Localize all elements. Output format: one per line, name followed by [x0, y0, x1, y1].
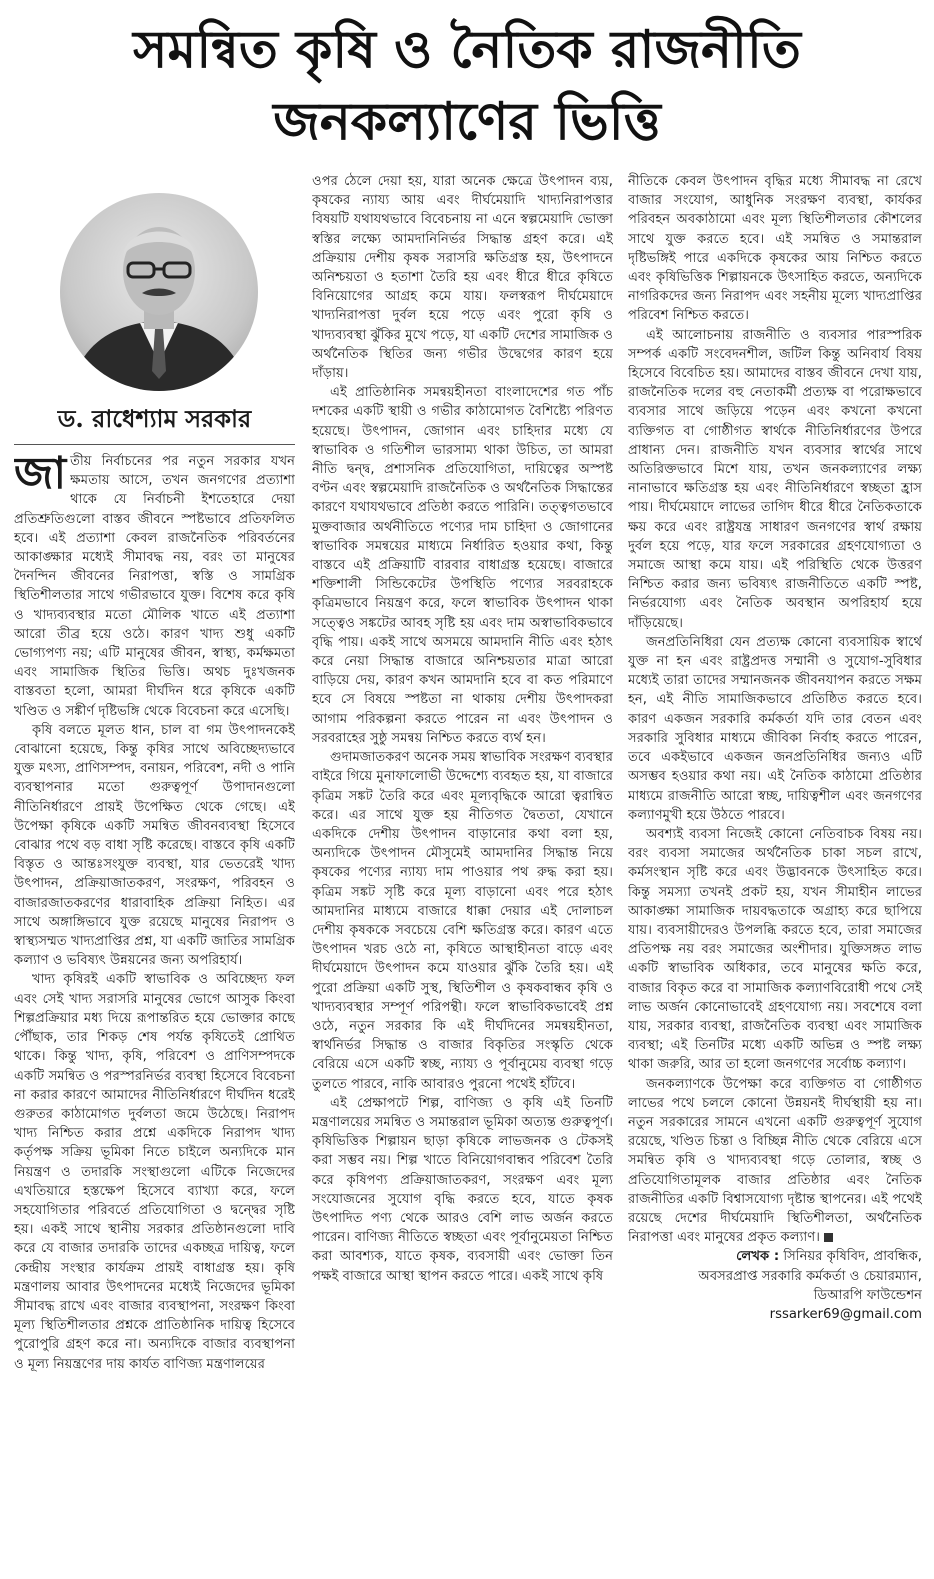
divider: [14, 444, 295, 445]
article-paragraph: নীতিকে কেবল উৎপাদন বৃদ্ধির মধ্যে সীমাবদ্ধ না রেখে বাজার সংযোগ, আধুনিক সংরক্ষণ ব্যবস্থা, কার্যকর পরিবহন অবকাঠামো এবং মূল্য স্থিতিশীলতার কৌশলের সাথে যুক্ত করতে হবে। এই সমন্বিত ও সমান্তরাল দৃষ্টিভঙ্গিই পারে একদিকে কৃষকের আয় নিশ্চিত করতে এবং কৃষিভিত্তিক শিল্পায়নকে উৎসাহিত করতে, অন্যদিকে নাগরিকদের জন্য নিরাপদ এবং সহনীয় মূল্যে খাদ্যপ্রাপ্তির পরিবেশ নিশ্চিত করতে।: [628, 174, 922, 324]
headline-line-2: জনকল্যাণের ভিত্তি: [273, 91, 661, 152]
credit-line: ডিআরপি ফাউন্ডেশন: [813, 1287, 922, 1303]
article-paragraph: কৃষি বলতে মূলত ধান, চাল বা গম উৎপাদনকেই বোঝানো হয়েছে, কিন্তু কৃষির সাথে অবিচ্ছেদ্যভাবে যুক্ত মৎস্য, প্রাণিসম্পদ, বনায়ন, পরিবেশ, নদী ও পানি ব্যবস্থাপনার মতো গুরুত্বপূর্ণ উপাদানগুলো নীতিনির্ধারণে প্রায়ই উপেক্ষিত থেকে গেছে। এই উপেক্ষা কৃষিকে একটি সমন্বিত জীবনব্যবস্থা হিসেবে বোঝার পথে বড় বাধা সৃষ্টি করেছে। বাস্তবে কৃষি একটি বিস্তৃত ও আন্তঃসংযুক্ত ব্যবস্থা, যার ভেতরেই খাদ্য উৎপাদন, প্রক্রিয়াজাতকরণ, সংরক্ষণ, পরিবহন ও বাজারজাতকরণের ধারাবাহিক প্রক্রিয়া নিহিত। এর সাথে অঙ্গাঙ্গিভাবে যুক্ত রয়েছে মানুষের নিরাপদ ও স্বাস্থ্যসম্মত খাদ্যপ্রাপ্তির প্রশ্ন, যা একটি জাতির সামগ্রিক কল্যাণ ও ভবিষ্যৎ উন্নয়নের জন্য অপরিহার্য।: [14, 722, 295, 969]
article-column-3: [628, 172, 922, 1577]
article-paragraph: এই আলোচনায় রাজনীতি ও ব্যবসার পারস্পরিক সম্পর্ক একটি সংবেদনশীল, জটিল কিন্তু অনিবার্য বিষয় হিসেবে বিবেচিত হয়। আমাদের বাস্তব জীবনে দেখা যায়, রাজনৈতিক দলের বহু নেতাকর্মী প্রত্যক্ষ বা পরোক্ষভাবে ব্যবসার সাথে জড়িয়ে পড়েন এবং কখনো কখনো ব্যক্তিগত বা গোষ্ঠীগত স্বার্থকে নীতিনির্ধারণের উপরে প্রাধান্য দেন। রাজনীতি যখন ব্যবসার স্বার্থের সাথে অতিরিক্তভাবে মিশে যায়, তখন জনকল্যাণের লক্ষ্য নানাভাবে ক্ষতিগ্রস্ত হয় এবং নীতিনির্ধারণে স্বচ্ছতা হ্রাস পায়। দীর্ঘমেয়াদে লাভের তাগিদ ধীরে ধীরে নৈতিকতাকে ক্ষয় করে এবং রাষ্ট্রযন্ত্র সাধারণ জনগণের স্বার্থ রক্ষায় দুর্বল হয়ে পড়ে, যার ফলে সরকারের গ্রহণযোগ্যতা ও সমাজে আস্থা কমে যায়। এই পরিস্থিতি থেকে উত্তরণ নিশ্চিত করার জন্য ভবিষ্যৎ রাজনীতিতে একটি স্পষ্ট, নির্ভরযোগ্য এবং নৈতিক অবস্থান অপরিহার্য হয়ে দাঁড়িয়েছে।: [628, 327, 922, 631]
article-paragraph: [628, 1075, 922, 1248]
paragraph-text: তীয় নির্বাচনের পর নতুন সরকার যখন ক্ষমতায় আসে, তখন জনগণের প্রত্যাশা থাকে যে নির্বাচনী ইশতেহারে দেয়া প্রতিশ্রুতিগুলো বাস্তব জীবনে স্পষ্টভাবে প্রতিফলিত হবে। এই প্রত্যাশা কেবল রাজনৈতিক পরিবর্তনের আকাঙ্ক্ষার মধ্যেই সীমাবদ্ধ নয়, বরং তা মানুষের দৈনন্দিন জীবনের নিরাপত্তা, স্বস্তি ও সামগ্রিক স্থিতিশীলতার সাথে গভীরভাবে যুক্ত। বিশেষ করে কৃষি ও খাদ্যব্যবস্থার মতো মৌলিক খাতে এই প্রত্যাশা আরো তীব্র হয়ে ওঠে। কারণ খাদ্য শুধু একটি ভোগ্যপণ্য নয়; এটি মানুষের জীবন, স্বাস্থ্য, কর্মক্ষমতা এবং সামাজিক স্থিতির ভিত্তি। অথচ দুঃখজনক বাস্তবতা হলো, আমরা দীর্ঘদিন ধরে কৃষিকে একটি খণ্ডিত ও সঙ্কীর্ণ দৃষ্টিভঙ্গি থেকে বিবেচনা করে এসেছি।: [14, 454, 295, 719]
credit-line: সিনিয়র কৃষিবিদ, প্রাবন্ধিক,: [783, 1249, 922, 1265]
article-paragraph: [14, 452, 295, 721]
author-photo-icon: [60, 193, 258, 391]
author-credit: [628, 1247, 922, 1266]
article-paragraph: ওপর ঠেলে দেয়া হয়, যারা অনেক ক্ষেত্রে উৎপাদন ব্যয়, কৃষকের ন্যায্য আয় এবং দীর্ঘমেয়াদি খাদ্যনিরাপত্তার বিষয়টি যথাযথভাবে বিবেচনায় না এনে স্বল্পমেয়াদি ভোক্তা স্বস্তির লক্ষ্যে আমদানিনির্ভর সিদ্ধান্ত গ্রহণ করে। এই প্রক্রিয়ায় দেশীয় কৃষক সরাসরি ক্ষতিগ্রস্ত হয়, উৎপাদনে অনিশ্চয়তা ও হতাশা তৈরি হয় এবং ধীরে ধীরে কৃষিতে বিনিয়োগের আগ্রহ কমে যায়। ফলস্বরূপ দীর্ঘমেয়াদে খাদ্যনিরাপত্তা দুর্বল হয়ে পড়ে এবং পুরো কৃষি ও খাদ্যব্যবস্থা ঝুঁকির মুখে পড়ে, যা একটি দেশের সামাজিক ও অর্থনৈতিক স্থিতির জন্য গভীর উদ্বেগের কারণ হয়ে দাঁড়ায়।: [312, 174, 613, 382]
article-paragraph: অবশ্যই ব্যবসা নিজেই কোনো নেতিবাচক বিষয় নয়। বরং ব্যবসা সমাজের অর্থনৈতিক চাকা সচল রাখে, কর্মসংস্থান সৃষ্টি করে এবং উদ্ভাবনকে উৎসাহিত করে। কিন্তু সমস্যা তখনই প্রকট হয়, যখন সীমাহীন লাভের আকাঙ্ক্ষা সামাজিক দায়বদ্ধতাকে অগ্রাহ্য করে ছাপিয়ে যায়। ব্যবসায়ীদেরও উপলব্ধি করতে হবে, তারা সমাজের প্রতিপক্ষ নয় বরং সমাজের অংশীদার। যুক্তিসঙ্গত লাভ একটি স্বাভাবিক অধিকার, তবে মানুষের ক্ষতি করে, বাজার বিকৃত করে বা সামাজিক কল্যাণবিরোধী পথে সেই লাভ অর্জন কোনোভাবেই গ্রহণযোগ্য নয়। সবশেষে বলা যায়, সরকার ব্যবস্থা, রাজনৈতিক ব্যবস্থা এবং সামাজিক ব্যবস্থা; এই তিনটির মধ্যে একটি অভিন্ন ও স্পষ্ট লক্ষ্য থাকা জরুরি, আর তা হলো জনগণের সর্বোচ্চ কল্যাণ।: [628, 826, 922, 1073]
article-paragraph: জনপ্রতিনিধিরা যেন প্রত্যক্ষ কোনো ব্যবসায়িক স্বার্থে যুক্ত না হন এবং রাষ্ট্রপ্রদত্ত সম্মানী ও সুযোগ-সুবিধার মধ্যেই তারা তাদের সম্মানজনক জীবনযাপন করতে সক্ষম হন, এই নীতি সামাজিকভাবে প্রতিষ্ঠিত করতে হবে। কারণ একজন সরকারি কর্মকর্তা যদি তার বেতন এবং সরকারি সুবিধার মাধ্যমে জীবিকা নির্বাহ করতে পারেন, তবে একইভাবে একজন জনপ্রতিনিধির জন্যও এটি অসম্ভব হওয়ার কথা নয়। এই নৈতিক কাঠামো প্রতিষ্ঠার মাধ্যমে রাজনীতি আরো স্বচ্ছ, দায়িত্বশীল এবং জনগণের কল্যাণমুখী হয়ে উঠতে পারবে।: [628, 634, 922, 823]
author-email: rssarker69@gmail.com: [769, 1306, 922, 1322]
article-column-2: [312, 172, 613, 1577]
author-name: ড. রাধেশ্যাম সরকার: [57, 404, 252, 433]
author-portrait: [60, 193, 258, 391]
article-column-1: [14, 452, 295, 1577]
article-paragraph: গুদামজাতকরণ অনেক সময় স্বাভাবিক সংরক্ষণ ব্যবস্থার বাইরে গিয়ে মুনাফালোভী উদ্দেশ্যে ব্যবহৃত হয়, যা বাজারে কৃত্রিম সঙ্কট তৈরি করে এবং মূল্যবৃদ্ধিকে আরো ত্বরান্বিত করে। এর সাথে যুক্ত হয় নীতিগত দ্বৈততা, যেখানে একদিকে দেশীয় উৎপাদন বাড়ানোর কথা বলা হয়, অন্যদিকে উৎপাদন মৌসুমেই আমদানির সিদ্ধান্ত নিয়ে কৃষকের পণ্যের ন্যায্য দাম পাওয়ার পথ রুদ্ধ করা হয়। কৃত্রিম সঙ্কট সৃষ্টি করে মূল্য বাড়ানো এবং পরে হঠাৎ আমদানির মাধ্যমে বাজারে ধাক্কা দেয়ার এই দোলাচল দেশীয় কৃষককে সবচেয়ে বেশি ক্ষতিগ্রস্ত করে। কারণ এতে উৎপাদন খরচ ওঠে না, কৃষিতে আস্থাহীনতা বাড়ে এবং দীর্ঘমেয়াদে উৎপাদন কমে যাওয়ার ঝুঁকি তৈরি হয়। এই পুরো প্রক্রিয়া একটি সুস্থ, স্থিতিশীল ও কৃষকবান্ধব কৃষি ও খাদ্যব্যবস্থার সম্পূর্ণ পরিপন্থী। ফলে স্বাভাবিকভাবেই প্রশ্ন ওঠে, নতুন সরকার কি এই দীর্ঘদিনের সমন্বয়হীনতা, স্বার্থনির্ভর সিদ্ধান্ত ও বাজার বিকৃতির সংস্কৃতি থেকে বেরিয়ে এসে একটি স্বচ্ছ, ন্যায্য ও পূর্বানুমেয় ব্যবস্থা গড়ে তুলতে পারবে, নাকি আবারও পুরনো পথেই হাঁটবে।: [312, 750, 613, 1092]
credit-line: অবসরপ্রাপ্ত সরকারি কর্মকর্তা ও চেয়ারম্যান,: [698, 1268, 922, 1284]
article-paragraph: খাদ্য কৃষিরই একটি স্বাভাবিক ও অবিচ্ছেদ্য ফল এবং সেই খাদ্য সরাসরি মানুষের ভোগে আসুক কিংবা শিল্পপ্রক্রিয়ার মধ্য দিয়ে রূপান্তরিত হয়ে ভোক্তার কাছে পৌঁছাক, তার শিকড় শেষ পর্যন্ত কৃষিতেই প্রোথিত থাকে। কিন্তু খাদ্য, কৃষি, পরিবেশ ও প্রাণিসম্পদকে একটি সমন্বিত ও পরস্পরনির্ভর ব্যবস্থা হিসেবে বিবেচনা না করার কারণে আমাদের নীতিনির্ধারণে দীর্ঘদিন ধরেই গুরুতর কাঠামোগত দুর্বলতা জমে উঠেছে। নিরাপদ খাদ্য নিশ্চিত করার প্রশ্নে একদিকে নিরাপদ খাদ্য কর্তৃপক্ষ সক্রিয় ভূমিকা নিতে চাইলে অন্যদিকে মান নিয়ন্ত্রণ ও তদারকি সংস্থাগুলো এটিকে নিজেদের এখতিয়ারে হস্তক্ষেপ হিসেবে ব্যাখ্যা করে, ফলে সহযোগিতার পরিবর্তে প্রতিযোগিতা ও দ্বন্দ্বের সৃষ্টি হয়। একই সাথে স্থানীয় সরকার প্রতিষ্ঠানগুলো দাবি করে যে বাজার তদারকি তাদের একচ্ছত্র দায়িত্ব, ফলে কেন্দ্রীয় সংস্থার কার্যক্রম প্রায়ই বাধাগ্রস্ত হয়। কৃষি মন্ত্রণালয় আবার উৎপাদনের মধ্যেই নিজেদের ভূমিকা সীমাবদ্ধ রাখে এবং বাজার ব্যবস্থাপনা, সংরক্ষণ কিংবা মূল্য স্থিতিশীলতার প্রশ্নকে প্রাতিষ্ঠানিক দায়িত্ব হিসেবে পুরোপুরি গ্রহণ করে না। অন্যদিকে বাজার ব্যবস্থাপনা ও মূল্য নিয়ন্ত্রণের দায় কার্যত বাণিজ্য মন্ত্রণালয়ের: [14, 972, 295, 1372]
article-paragraph: এই প্রাতিষ্ঠানিক সমন্বয়হীনতা বাংলাদেশের গত পাঁচ দশকের একটি স্থায়ী ও গভীর কাঠামোগত বৈশিষ্ট্যে পরিণত হয়েছে। উৎপাদন, জোগান এবং চাহিদার মধ্যে যে স্বাভাবিক ও গতিশীল ভারসাম্য থাকা উচিত, তা আমরা নীতি দ্বন্দ্ব, প্রশাসনিক প্রতিযোগিতা, দায়িত্বের অস্পষ্ট বণ্টন এবং স্বল্পমেয়াদি রাজনৈতিক ও অর্থনৈতিক সিদ্ধান্তের কারণে যথাযথভাবে প্রতিষ্ঠা করতে পারিনি। তত্ত্বগতভাবে মুক্তবাজার অর্থনীতিতে পণ্যের দাম চাহিদা ও জোগানের স্বাভাবিক সমন্বয়ের মাধ্যমে নির্ধারিত হওয়ার কথা, কিন্তু বাস্তবে এই প্রক্রিয়াটি বারবার বাধাগ্রস্ত হয়েছে। বাজারে শক্তিশালী সিন্ডিকেটের উপস্থিতি পণ্যের সরবরাহকে কৃত্রিমভাবে নিয়ন্ত্রণ করে, ফলে স্বাভাবিক উৎপাদন থাকা সত্ত্বেও সঙ্কটের আবহ সৃষ্টি হয় এবং দাম অস্বাভাবিকভাবে বৃদ্ধি পায়। একই সাথে অসময়ে আমদানি নীতি এবং হঠাৎ করে নেয়া সিদ্ধান্ত বাজারে অনিশ্চয়তার মাত্রা আরো বাড়িয়ে দেয়, কারণ কখন আমদানি হবে বা কত পরিমাণে হবে সে বিষয়ে স্পষ্টতা না থাকায় দেশীয় উৎপাদকরা আগাম পরিকল্পনা করতে পারেন না এবং উৎপাদন ও সরবরাহের সুষ্ঠু সমন্বয় নিশ্চিত করতে ব্যর্থ হন।: [312, 385, 613, 746]
paragraph-text: জনকল্যাণকে উপেক্ষা করে ব্যক্তিগত বা গোষ্ঠীগত লাভের পথে চললে কোনো উন্নয়নই দীর্ঘস্থায়ী হয় না। নতুন সরকারের সামনে এখনো একটি গুরুত্বপূর্ণ সুযোগ রয়েছে, খণ্ডিত চিন্তা ও বিচ্ছিন্ন নীতি থেকে বেরিয়ে এসে সমন্বিত কৃষি ও খাদ্যব্যবস্থা গড়ে তোলার, স্বচ্ছ ও প্রতিযোগিতামূলক বাজার প্রতিষ্ঠার এবং নৈতিক রাজনীতির একটি বিশ্বাসযোগ্য দৃষ্টান্ত স্থাপনের। এই পথেই রয়েছে দেশের দীর্ঘমেয়াদি স্থিতিশীলতা, অর্থনৈতিক নিরাপত্তা এবং মানুষের প্রকৃত কল্যাণ।: [628, 1076, 922, 1246]
credit-label: লেখক :: [736, 1249, 780, 1265]
article-paragraph: এই প্রেক্ষাপটে শিল্প, বাণিজ্য ও কৃষি এই তিনটি মন্ত্রণালয়ের সমন্বিত ও সমান্তরাল ভূমিকা অত্যন্ত গুরুত্বপূর্ণ। কৃষিভিত্তিক শিল্পায়ন ছাড়া কৃষিকে লাভজনক ও টেকসই করা সম্ভব নয়। শিল্প খাতে বিনিয়োগবান্ধব পরিবেশ তৈরি করে কৃষিপণ্য প্রক্রিয়াজাতকরণ, সংরক্ষণ এবং মূল্য সংযোজনের সুযোগ বৃদ্ধি করতে হবে, যাতে কৃষক উৎপাদিত পণ্য থেকে আরও বেশি লাভ অর্জন করতে পারেন। বাণিজ্য নীতিতে স্বচ্ছতা এবং পূর্বানুমেয়তা নিশ্চিত করা আবশ্যক, যাতে কৃষক, ব্যবসায়ী এবং ভোক্তা তিন পক্ষই বাজারে আস্থা স্থাপন করতে পারে। একই সাথে কৃষি: [312, 1095, 613, 1284]
headline-line-1: সমন্বিত কৃষি ও নৈতিক রাজনীতি: [133, 19, 801, 80]
drop-cap: জা: [14, 452, 67, 499]
end-mark-icon: [824, 1233, 833, 1242]
